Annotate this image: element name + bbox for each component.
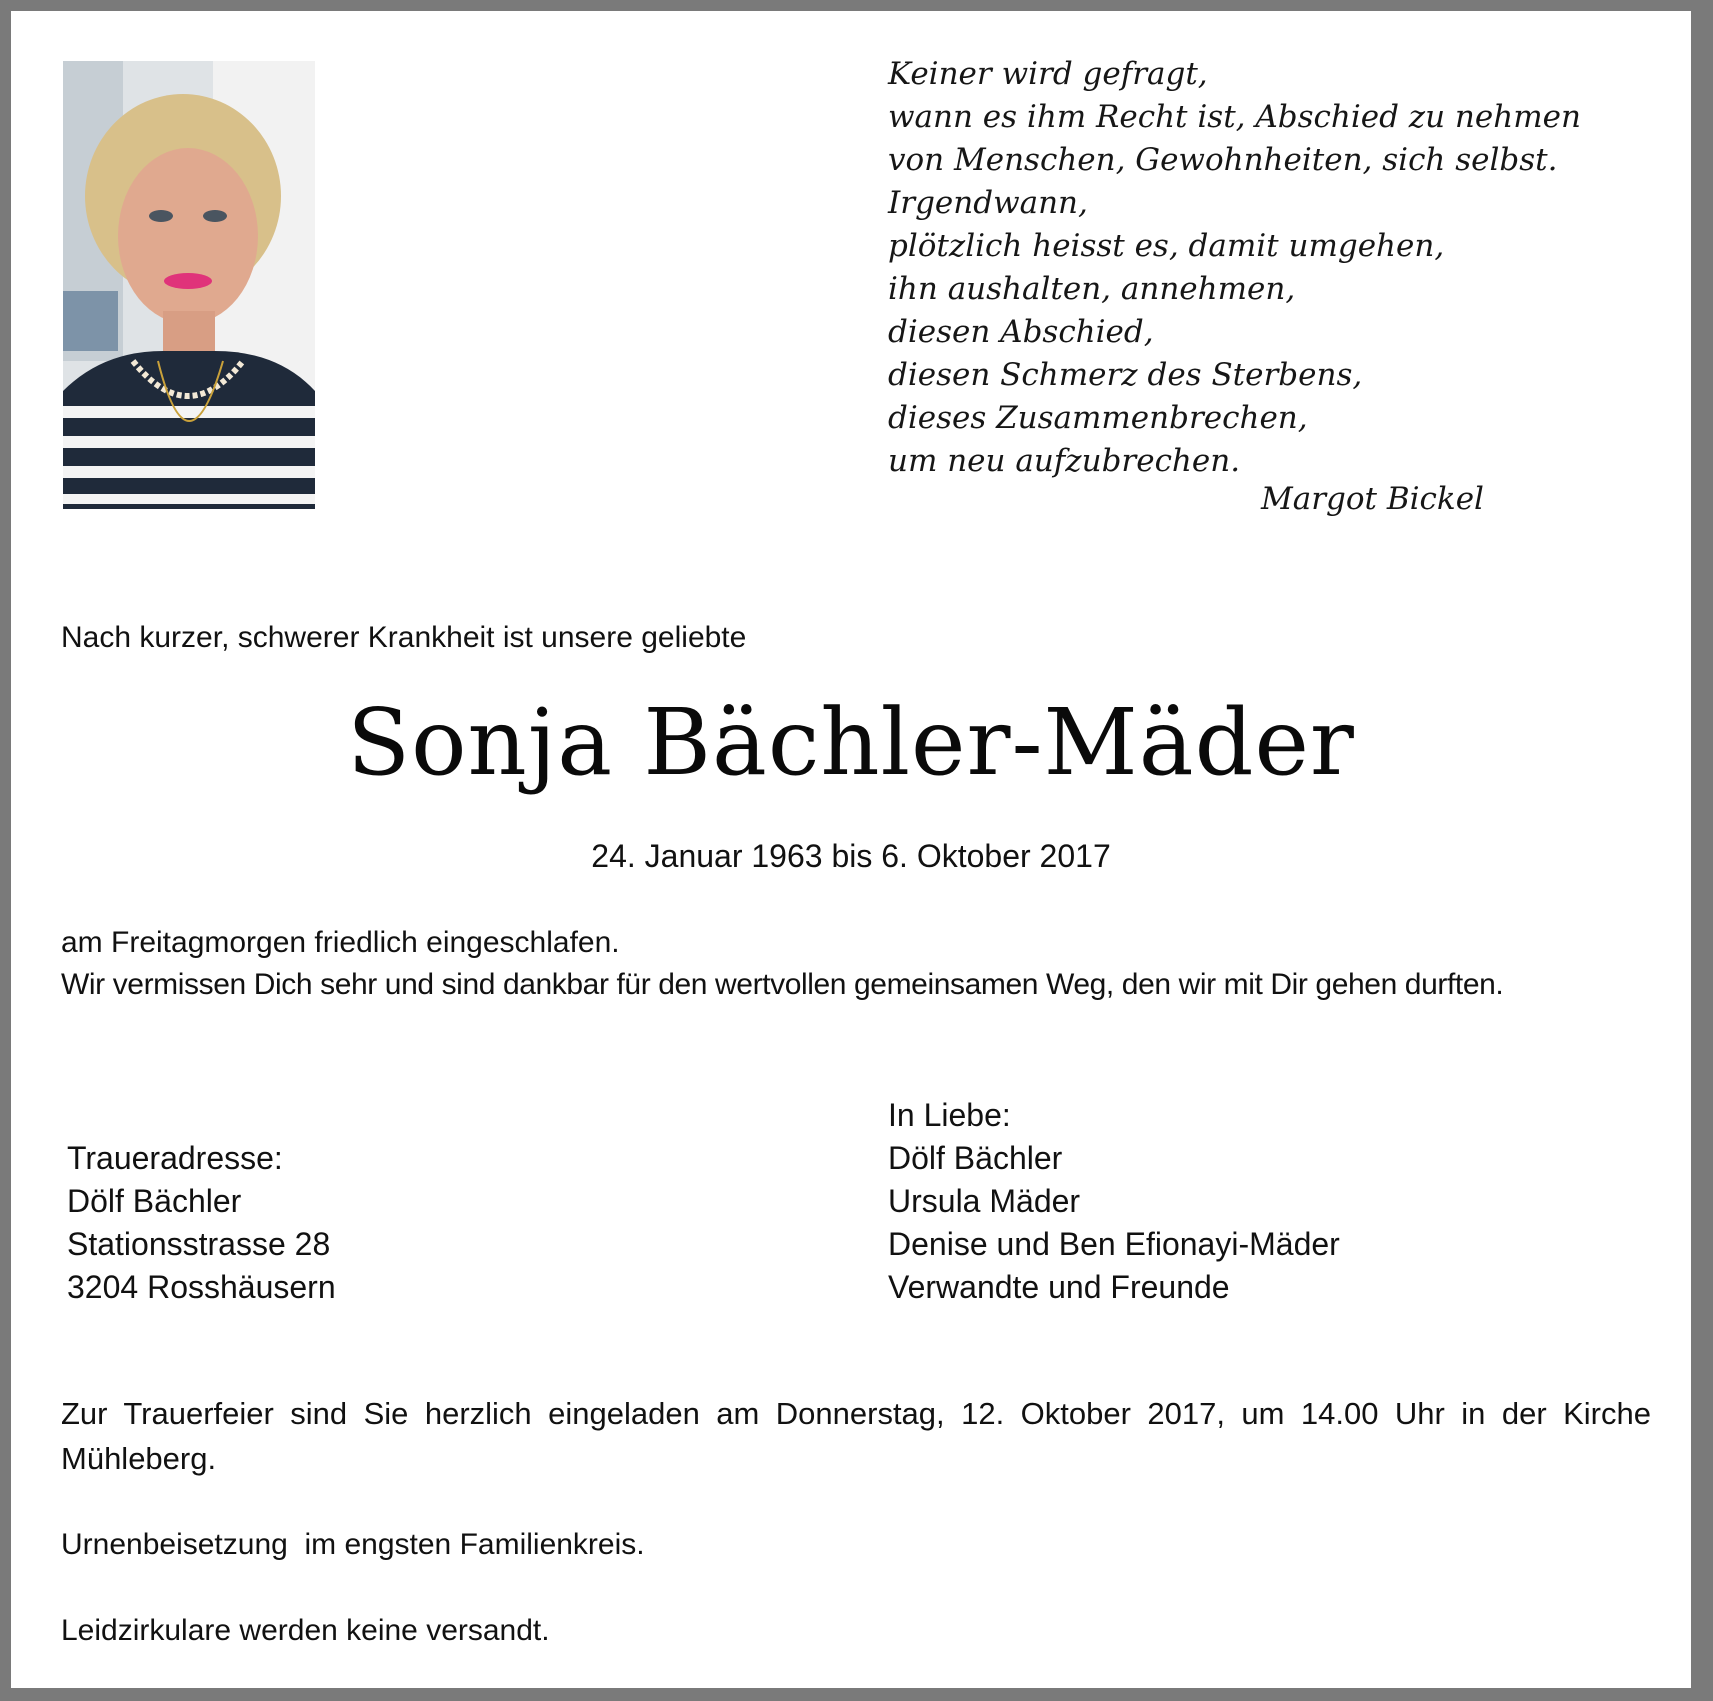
mourner-name: Verwandte und Freunde xyxy=(888,1269,1230,1305)
mourning-address xyxy=(67,1137,336,1309)
ceremony-info: Zur Trauerfeier sind Sie herzlich eingeladen am Donnerstag, 12. Oktober 2017, um 14.00 Uhr in der Kirche Mühleberg. xyxy=(61,1396,1651,1476)
mourner-name: Ursula Mäder xyxy=(888,1183,1081,1219)
mourners-list xyxy=(888,1094,1340,1309)
circulars-info: Leidzirkulare werden keine versandt. xyxy=(61,1614,550,1647)
address-street: Stationsstrasse 28 xyxy=(67,1226,331,1262)
poem-line: dieses Zusammenbrechen, xyxy=(888,400,1308,436)
poem-line: wann es ihm Recht ist, Abschied zu nehmen xyxy=(888,99,1581,135)
deceased-name: Sonja Bächler-Mäder xyxy=(347,689,1355,796)
poem xyxy=(888,53,1608,483)
life-dates: 24. Januar 1963 bis 6. Oktober 2017 xyxy=(591,838,1111,874)
obituary-sheet xyxy=(11,11,1691,1688)
address-name: Dölf Bächler xyxy=(67,1183,242,1219)
message-line: Wir vermissen Dich sehr und sind dankbar für den wertvollen gemeinsamen Weg, den wir mit Dir gehen durften. xyxy=(61,968,1504,1001)
poem-line: diesen Abschied, xyxy=(888,314,1154,350)
poem-line: ihn aushalten, annehmen, xyxy=(888,271,1296,307)
urn-burial-info: Urnenbeisetzung im engsten Familienkreis. xyxy=(61,1528,645,1561)
address-city: 3204 Rosshäusern xyxy=(67,1269,336,1305)
poem-author: Margot Bickel xyxy=(1261,481,1484,517)
mourners-heading: In Liebe: xyxy=(888,1097,1011,1133)
poem-line: Irgendwann, xyxy=(888,185,1088,221)
message-line: am Freitagmorgen friedlich eingeschlafen. xyxy=(61,926,620,959)
poem-line: diesen Schmerz des Sterbens, xyxy=(888,357,1363,393)
portrait-photo xyxy=(63,61,315,509)
poem-line: plötzlich heisst es, damit umgehen, xyxy=(888,228,1445,264)
mourner-name: Denise und Ben Efionayi-Mäder xyxy=(888,1226,1340,1262)
address-heading: Traueradresse: xyxy=(67,1140,283,1176)
intro-text: Nach kurzer, schwerer Krankheit ist unsere geliebte xyxy=(61,621,747,654)
poem-line: von Menschen, Gewohnheiten, sich selbst. xyxy=(888,142,1558,178)
poem-line: um neu aufzubrechen. xyxy=(888,443,1241,479)
mourner-name: Dölf Bächler xyxy=(888,1140,1063,1176)
poem-line: Keiner wird gefragt, xyxy=(888,56,1208,92)
